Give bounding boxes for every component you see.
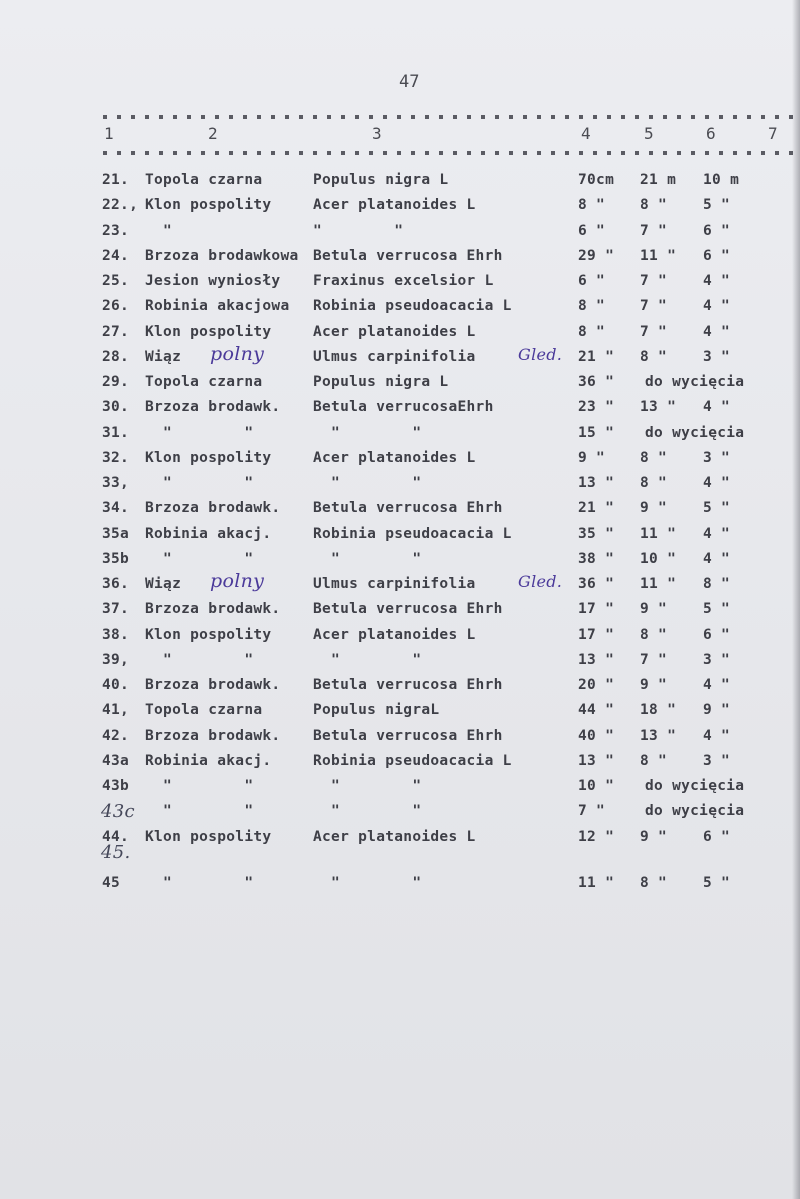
latin-name: " " — [313, 875, 422, 891]
polish-name: Klon pospolity — [145, 324, 272, 340]
row-number: 44. — [102, 829, 130, 845]
latin-name: Betula verrucosaEhrh — [313, 399, 494, 415]
table-row — [0, 172, 800, 200]
row-number: 39, — [102, 652, 130, 668]
table-row — [0, 374, 800, 402]
row-number: 37. — [102, 601, 130, 617]
remark: do wycięcia — [645, 425, 745, 441]
crown-value: 4 " — [703, 298, 731, 314]
table-row — [0, 728, 800, 756]
table-row — [0, 526, 800, 554]
diameter-value: 7 " — [578, 803, 606, 819]
row-number: 35a — [102, 526, 130, 542]
row-number: 28. — [102, 349, 130, 365]
handwritten-row-number: 45. — [101, 842, 131, 863]
height-value: 8 " — [640, 627, 668, 643]
height-value: 9 " — [640, 829, 668, 845]
diameter-value: 20 " — [578, 677, 615, 693]
crown-value: 6 " — [703, 627, 731, 643]
table-row — [0, 875, 800, 903]
table-row — [0, 652, 800, 680]
latin-name: " " — [313, 475, 422, 491]
page-number: 47 — [399, 72, 420, 92]
table-row — [0, 570, 800, 604]
polish-name: " " — [145, 803, 254, 819]
polish-name: Robinia akacjowa — [145, 298, 290, 314]
diameter-value: 36 " — [578, 374, 615, 390]
crown-value: 5 " — [703, 601, 731, 617]
latin-name: Betula verrucosa Ehrh — [313, 728, 503, 744]
table-row — [0, 844, 800, 872]
row-number: 22., — [102, 197, 139, 213]
latin-name: Betula verrucosa Ehrh — [313, 601, 503, 617]
polish-name: Brzoza brodawk. — [145, 601, 281, 617]
diameter-value: 17 " — [578, 601, 615, 617]
height-value: 11 " — [640, 526, 677, 542]
column-number-2: 2 — [208, 124, 218, 143]
table-row — [0, 273, 800, 301]
column-number-4: 4 — [581, 124, 591, 143]
row-number: 27. — [102, 324, 130, 340]
column-number-6: 6 — [706, 124, 716, 143]
row-number: 45 — [102, 875, 121, 891]
diameter-value: 11 " — [578, 875, 615, 891]
diameter-value: 13 " — [578, 475, 615, 491]
table-row — [0, 324, 800, 352]
latin-name: Populus nigraL — [313, 702, 440, 718]
row-number: 43a — [102, 753, 130, 769]
diameter-value: 6 " — [578, 273, 606, 289]
row-number: 29. — [102, 374, 130, 390]
table-row — [0, 399, 800, 427]
handwritten-row-number: 43c — [101, 801, 135, 822]
row-number: 33, — [102, 475, 130, 491]
polish-name: " " — [145, 475, 254, 491]
polish-name: Brzoza brodawk. — [145, 399, 281, 415]
latin-name: Acer platanoides L — [313, 197, 476, 213]
latin-name: Betula verrucosa Ehrh — [313, 677, 503, 693]
table-row — [0, 248, 800, 276]
polish-name: Robinia akacj. — [145, 526, 272, 542]
diameter-value: 17 " — [578, 627, 615, 643]
row-number: 25. — [102, 273, 130, 289]
polish-name: " " — [145, 875, 254, 891]
height-value: 11 " — [640, 576, 677, 592]
remark: do wycięcia — [645, 778, 745, 794]
page-edge-shadow — [792, 0, 800, 1199]
latin-name: " " — [313, 551, 422, 567]
crown-value: 4 " — [703, 399, 731, 415]
crown-value: 6 " — [703, 248, 731, 264]
column-number-5: 5 — [644, 124, 654, 143]
handwritten-author-abbrev: Gled. — [518, 572, 563, 591]
polish-name: Jesion wyniosły — [145, 273, 281, 289]
diameter-value: 40 " — [578, 728, 615, 744]
diameter-value: 35 " — [578, 526, 615, 542]
remark: do wycięcia — [645, 803, 745, 819]
row-number: 21. — [102, 172, 130, 188]
height-value: 7 " — [640, 298, 668, 314]
row-number: 38. — [102, 627, 130, 643]
table-row — [0, 551, 800, 579]
diameter-value: 29 " — [578, 248, 615, 264]
height-value: 8 " — [640, 349, 668, 365]
diameter-value: 38 " — [578, 551, 615, 567]
diameter-value: 36 " — [578, 576, 615, 592]
bottom-dashed-rule — [103, 151, 793, 155]
diameter-value: 6 " — [578, 223, 606, 239]
crown-value: 3 " — [703, 753, 731, 769]
height-value: 7 " — [640, 324, 668, 340]
column-number-3: 3 — [372, 124, 382, 143]
latin-name: " " — [313, 803, 422, 819]
polish-name: Klon pospolity — [145, 627, 272, 643]
polish-name: " " — [145, 551, 254, 567]
polish-name: Brzoza brodawkowa — [145, 248, 299, 264]
table-row — [0, 223, 800, 251]
polish-name: Brzoza brodawk. — [145, 728, 281, 744]
diameter-value: 70cm — [578, 172, 615, 188]
diameter-value: 12 " — [578, 829, 615, 845]
table-row — [0, 500, 800, 528]
row-number: 32. — [102, 450, 130, 466]
table-row — [0, 753, 800, 781]
diameter-value: 8 " — [578, 197, 606, 213]
latin-name: Robinia pseudoacacia L — [313, 753, 512, 769]
handwritten-annotation: polny — [210, 343, 265, 365]
height-value: 7 " — [640, 652, 668, 668]
diameter-value: 15 " — [578, 425, 615, 441]
latin-name: " " — [313, 425, 422, 441]
latin-name: " " — [313, 652, 422, 668]
latin-name: Ulmus carpinifolia — [313, 576, 476, 592]
table-row — [0, 197, 800, 225]
height-value: 7 " — [640, 273, 668, 289]
latin-name: " " — [313, 223, 404, 239]
diameter-value: 23 " — [578, 399, 615, 415]
diameter-value: 21 " — [578, 349, 615, 365]
diameter-value: 13 " — [578, 652, 615, 668]
table-row — [0, 425, 800, 453]
crown-value: 4 " — [703, 324, 731, 340]
height-value: 13 " — [640, 728, 677, 744]
row-number: 40. — [102, 677, 130, 693]
polish-name: Klon pospolity — [145, 450, 272, 466]
remark: do wycięcia — [645, 374, 745, 390]
row-number: 24. — [102, 248, 130, 264]
crown-value: 4 " — [703, 728, 731, 744]
diameter-value: 13 " — [578, 753, 615, 769]
polish-name: Brzoza brodawk. — [145, 500, 281, 516]
row-number: 41, — [102, 702, 130, 718]
crown-value: 5 " — [703, 875, 731, 891]
table-row — [0, 298, 800, 326]
polish-name: Robinia akacj. — [145, 753, 272, 769]
crown-value: 3 " — [703, 652, 731, 668]
column-number-7: 7 — [768, 124, 778, 143]
row-number: 43b — [102, 778, 130, 794]
handwritten-annotation: polny — [210, 570, 265, 592]
polish-name: Klon pospolity — [145, 829, 272, 845]
crown-value: 6 " — [703, 223, 731, 239]
height-value: 8 " — [640, 450, 668, 466]
latin-name: Acer platanoides L — [313, 829, 476, 845]
crown-value: 5 " — [703, 500, 731, 516]
polish-name: Klon pospolity — [145, 197, 272, 213]
latin-name: Populus nigra L — [313, 172, 449, 188]
crown-value: 9 " — [703, 702, 731, 718]
crown-value: 4 " — [703, 551, 731, 567]
crown-value: 10 m — [703, 172, 740, 188]
top-dashed-rule — [103, 115, 793, 119]
polish-name: " " — [145, 778, 254, 794]
polish-name: Wiąz — [145, 349, 182, 365]
height-value: 8 " — [640, 875, 668, 891]
polish-name: " " — [145, 425, 254, 441]
latin-name: Acer platanoides L — [313, 324, 476, 340]
height-value: 21 m — [640, 172, 677, 188]
column-number-1: 1 — [104, 124, 114, 143]
height-value: 11 " — [640, 248, 677, 264]
polish-name: " — [145, 223, 173, 239]
crown-value: 8 " — [703, 576, 731, 592]
polish-name: Topola czarna — [145, 172, 263, 188]
table-row — [0, 702, 800, 730]
height-value: 8 " — [640, 197, 668, 213]
row-number: 26. — [102, 298, 130, 314]
crown-value: 4 " — [703, 526, 731, 542]
crown-value: 3 " — [703, 450, 731, 466]
table-row — [0, 627, 800, 655]
latin-name: Fraxinus excelsior L — [313, 273, 494, 289]
latin-name: Betula verrucosa Ehrh — [313, 248, 503, 264]
diameter-value: 8 " — [578, 324, 606, 340]
row-number: 31. — [102, 425, 130, 441]
crown-value: 4 " — [703, 677, 731, 693]
polish-name: " " — [145, 652, 254, 668]
crown-value: 4 " — [703, 475, 731, 491]
crown-value: 5 " — [703, 197, 731, 213]
table-row — [0, 475, 800, 503]
height-value: 8 " — [640, 753, 668, 769]
polish-name: Brzoza brodawk. — [145, 677, 281, 693]
diameter-value: 44 " — [578, 702, 615, 718]
height-value: 13 " — [640, 399, 677, 415]
table-row — [0, 343, 800, 377]
crown-value: 6 " — [703, 829, 731, 845]
height-value: 9 " — [640, 601, 668, 617]
row-number: 35b — [102, 551, 130, 567]
latin-name: Acer platanoides L — [313, 627, 476, 643]
table-row — [0, 450, 800, 478]
row-number: 30. — [102, 399, 130, 415]
latin-name: " " — [313, 778, 422, 794]
row-number: 36. — [102, 576, 130, 592]
latin-name: Populus nigra L — [313, 374, 449, 390]
polish-name: Topola czarna — [145, 374, 263, 390]
height-value: 9 " — [640, 500, 668, 516]
diameter-value: 8 " — [578, 298, 606, 314]
latin-name: Acer platanoides L — [313, 450, 476, 466]
latin-name: Ulmus carpinifolia — [313, 349, 476, 365]
row-number: 23. — [102, 223, 130, 239]
polish-name: Wiąz — [145, 576, 182, 592]
diameter-value: 10 " — [578, 778, 615, 794]
table-row — [0, 677, 800, 705]
diameter-value: 21 " — [578, 500, 615, 516]
table-row — [0, 803, 800, 831]
row-number: 42. — [102, 728, 130, 744]
diameter-value: 9 " — [578, 450, 606, 466]
height-value: 9 " — [640, 677, 668, 693]
crown-value: 3 " — [703, 349, 731, 365]
crown-value: 4 " — [703, 273, 731, 289]
height-value: 8 " — [640, 475, 668, 491]
height-value: 10 " — [640, 551, 677, 567]
latin-name: Robinia pseudoacacia L — [313, 526, 512, 542]
height-value: 18 " — [640, 702, 677, 718]
table-row — [0, 601, 800, 629]
row-number: 34. — [102, 500, 130, 516]
latin-name: Betula verrucosa Ehrh — [313, 500, 503, 516]
height-value: 7 " — [640, 223, 668, 239]
handwritten-author-abbrev: Gled. — [518, 345, 563, 364]
latin-name: Robinia pseudoacacia L — [313, 298, 512, 314]
polish-name: Topola czarna — [145, 702, 263, 718]
